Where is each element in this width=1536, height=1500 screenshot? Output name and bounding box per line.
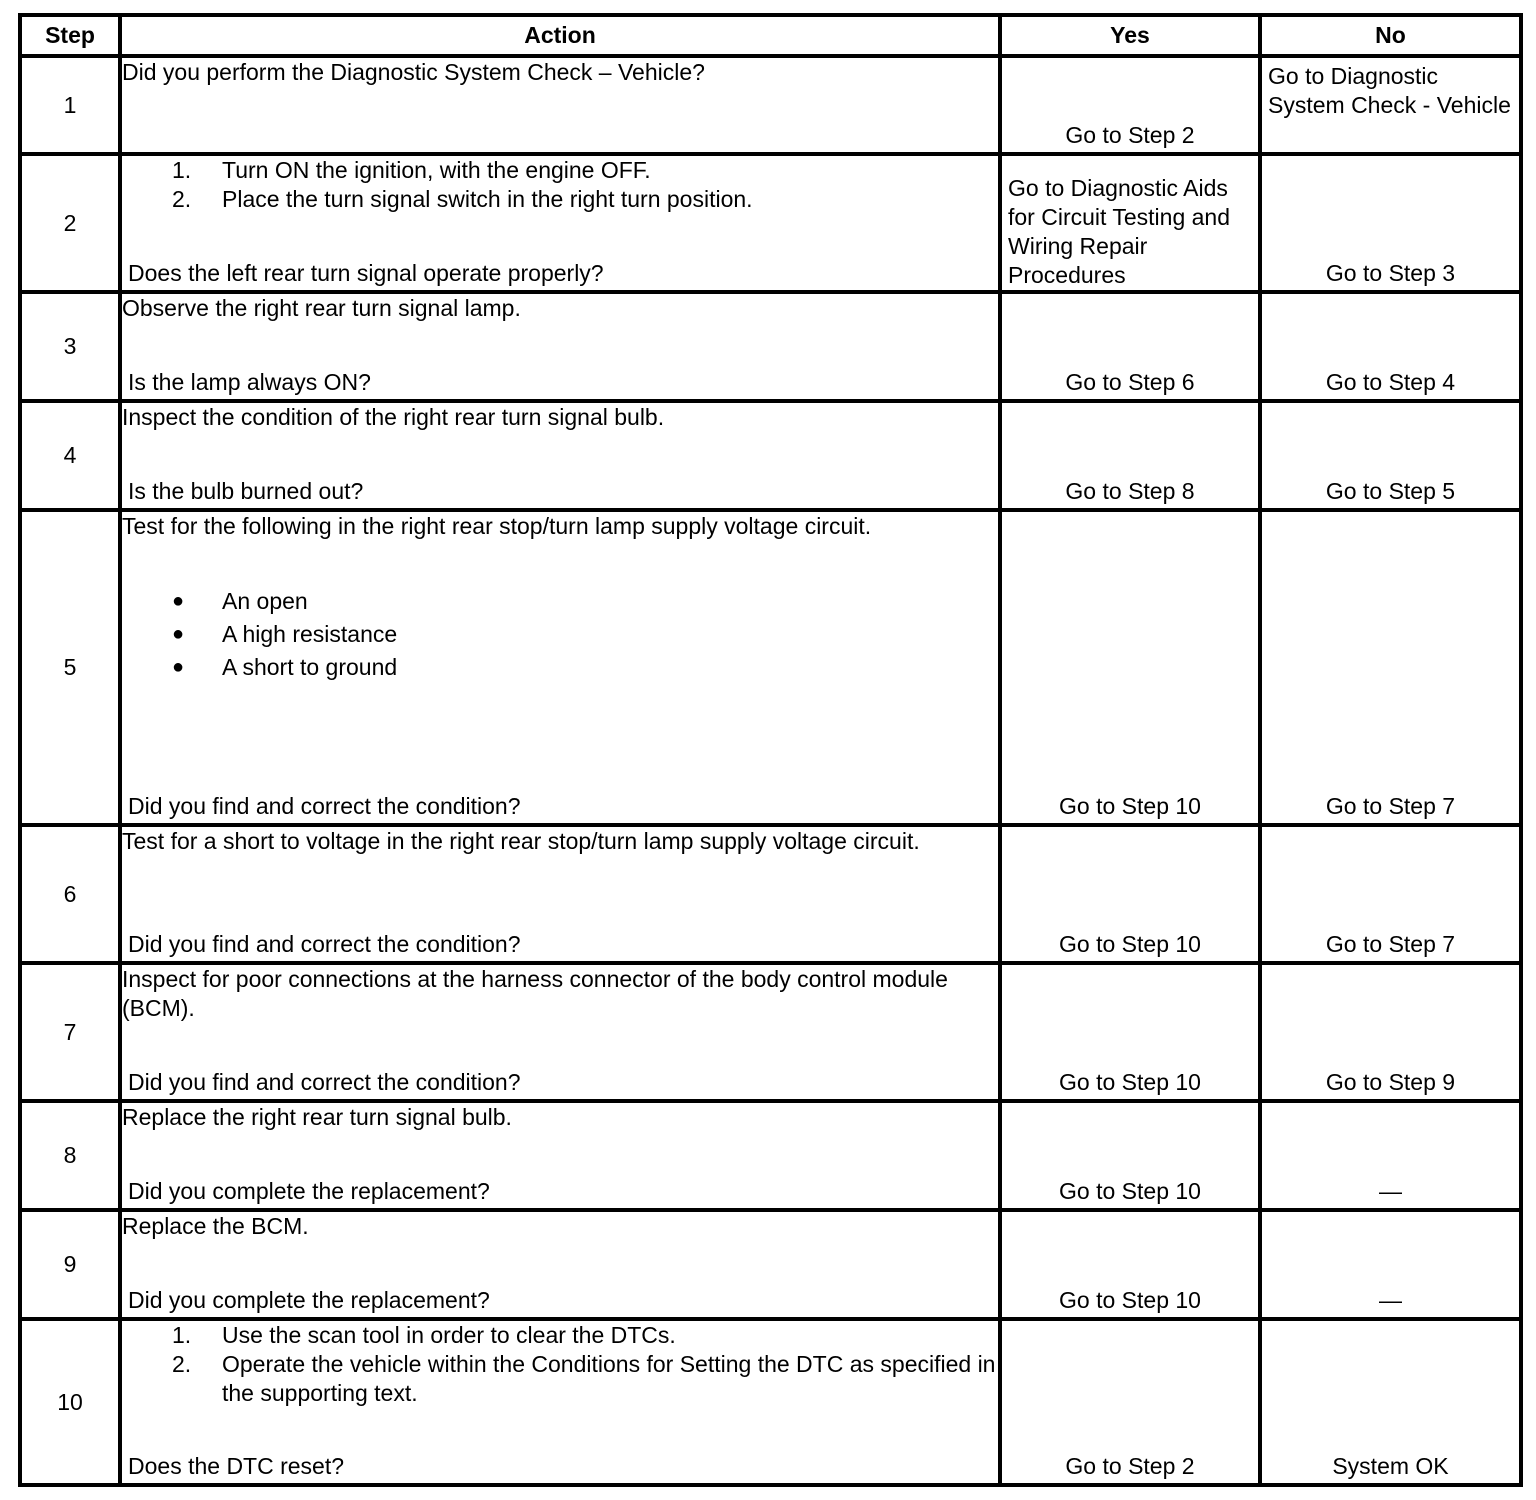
action-cell xyxy=(120,1319,1000,1485)
action-question: Does the left rear turn signal operate properly? xyxy=(128,260,604,286)
numbered-list xyxy=(122,1321,998,1408)
no-cell xyxy=(1260,292,1521,401)
table-row xyxy=(20,1210,1521,1319)
no-cell xyxy=(1260,963,1521,1101)
action-question: Did you find and correct the condition? xyxy=(128,793,521,819)
no-answer: Go to Step 7 xyxy=(1325,793,1456,819)
no-cell xyxy=(1260,56,1521,154)
action-question: Does the DTC reset? xyxy=(128,1453,345,1479)
no-answer: System OK xyxy=(1332,1453,1449,1479)
no-cell xyxy=(1260,510,1521,825)
no-answer: Go to Step 7 xyxy=(1325,931,1456,957)
no-cell xyxy=(1260,825,1521,963)
action-cell xyxy=(120,401,1000,510)
yes-answer: Go to Step 8 xyxy=(1065,478,1195,504)
step-number: 1 xyxy=(20,56,120,154)
table-row xyxy=(20,1101,1521,1210)
yes-answer: Go to Step 10 xyxy=(1059,1287,1201,1313)
no-answer: — xyxy=(1379,1287,1402,1313)
yes-cell xyxy=(1000,510,1260,825)
no-answer: Go to Step 9 xyxy=(1325,1069,1456,1095)
step-number: 6 xyxy=(20,825,120,963)
table-row xyxy=(20,154,1521,292)
bullet-list xyxy=(122,585,998,684)
table-row xyxy=(20,401,1521,510)
action-cell xyxy=(120,1101,1000,1210)
action-text: Inspect the condition of the right rear turn signal bulb. xyxy=(122,404,665,430)
yes-answer: Go to Diagnostic Aids for Circuit Testing and Wiring Repair Procedures xyxy=(1008,175,1231,288)
yes-answer: Go to Step 10 xyxy=(1059,1069,1201,1095)
action-text: Test for a short to voltage in the right rear stop/turn lamp supply voltage circuit. xyxy=(122,828,920,854)
yes-answer: Go to Step 10 xyxy=(1059,931,1201,957)
step-number: 10 xyxy=(20,1319,120,1485)
action-text: Inspect for poor connections at the harness connector of the body control module (BCM). xyxy=(122,966,948,1021)
action-cell xyxy=(120,292,1000,401)
no-cell xyxy=(1260,1319,1521,1485)
list-item: 1. Use the scan tool in order to clear the DTCs. xyxy=(172,1322,676,1348)
step-number: 5 xyxy=(20,510,120,825)
yes-cell xyxy=(1000,1210,1260,1319)
action-text: Did you perform the Diagnostic System Check – Vehicle? xyxy=(122,59,705,85)
no-answer: Go to Step 4 xyxy=(1325,369,1456,395)
yes-cell xyxy=(1000,1319,1260,1485)
step-number: 3 xyxy=(20,292,120,401)
header-step: Step xyxy=(20,15,120,56)
action-text: Replace the right rear turn signal bulb. xyxy=(122,1104,512,1130)
action-cell xyxy=(120,154,1000,292)
table-row xyxy=(20,825,1521,963)
yes-cell xyxy=(1000,56,1260,154)
list-item: ● A short to ground xyxy=(172,654,398,680)
list-item: ● A high resistance xyxy=(172,621,398,647)
action-cell xyxy=(120,825,1000,963)
action-text: Observe the right rear turn signal lamp. xyxy=(122,295,521,321)
yes-cell xyxy=(1000,825,1260,963)
table-row xyxy=(20,963,1521,1101)
table-row xyxy=(20,56,1521,154)
action-question: Is the bulb burned out? xyxy=(128,478,364,504)
action-question: Did you find and correct the condition? xyxy=(128,931,521,957)
diagnostic-table xyxy=(18,13,1523,1487)
step-number: 2 xyxy=(20,154,120,292)
step-number: 4 xyxy=(20,401,120,510)
header-row xyxy=(20,15,1521,56)
action-cell xyxy=(120,1210,1000,1319)
no-answer: Go to Diagnostic System Check - Vehicle xyxy=(1268,63,1511,118)
no-cell xyxy=(1260,1101,1521,1210)
yes-cell xyxy=(1000,154,1260,292)
action-cell xyxy=(120,510,1000,825)
yes-answer: Go to Step 2 xyxy=(1065,1453,1195,1479)
list-item: 2. Place the turn signal switch in the right turn position. xyxy=(172,186,753,212)
no-answer: — xyxy=(1379,1178,1402,1204)
table-row xyxy=(20,1319,1521,1485)
table-row xyxy=(20,510,1521,825)
table-row xyxy=(20,292,1521,401)
no-cell xyxy=(1260,154,1521,292)
yes-cell xyxy=(1000,401,1260,510)
list-item: 1. Turn ON the ignition, with the engine OFF. xyxy=(172,157,651,183)
list-item: 2. Operate the vehicle within the Conditions for Setting the DTC as specified in the supporting text. xyxy=(172,1351,996,1406)
header-no: No xyxy=(1260,15,1521,56)
action-question: Did you find and correct the condition? xyxy=(128,1069,521,1095)
header-yes: Yes xyxy=(1000,15,1260,56)
action-question: Is the lamp always ON? xyxy=(128,369,371,395)
no-answer: Go to Step 5 xyxy=(1325,478,1456,504)
yes-cell xyxy=(1000,1101,1260,1210)
action-question: Did you complete the replacement? xyxy=(128,1178,490,1204)
action-question: Did you complete the replacement? xyxy=(128,1287,490,1313)
action-cell xyxy=(120,963,1000,1101)
yes-cell xyxy=(1000,963,1260,1101)
step-number: 8 xyxy=(20,1101,120,1210)
no-cell xyxy=(1260,401,1521,510)
action-text: Replace the BCM. xyxy=(122,1213,309,1239)
yes-answer: Go to Step 6 xyxy=(1065,369,1195,395)
step-number: 7 xyxy=(20,963,120,1101)
numbered-list xyxy=(122,156,998,214)
yes-answer: Go to Step 10 xyxy=(1059,793,1201,819)
header-action: Action xyxy=(120,15,1000,56)
step-number: 9 xyxy=(20,1210,120,1319)
no-answer: Go to Step 3 xyxy=(1325,260,1456,286)
yes-answer: Go to Step 2 xyxy=(1065,122,1195,148)
list-item: ● An open xyxy=(172,588,308,614)
action-text: Test for the following in the right rear stop/turn lamp supply voltage circuit. xyxy=(122,513,872,539)
no-cell xyxy=(1260,1210,1521,1319)
action-cell xyxy=(120,56,1000,154)
yes-answer: Go to Step 10 xyxy=(1059,1178,1201,1204)
yes-cell xyxy=(1000,292,1260,401)
